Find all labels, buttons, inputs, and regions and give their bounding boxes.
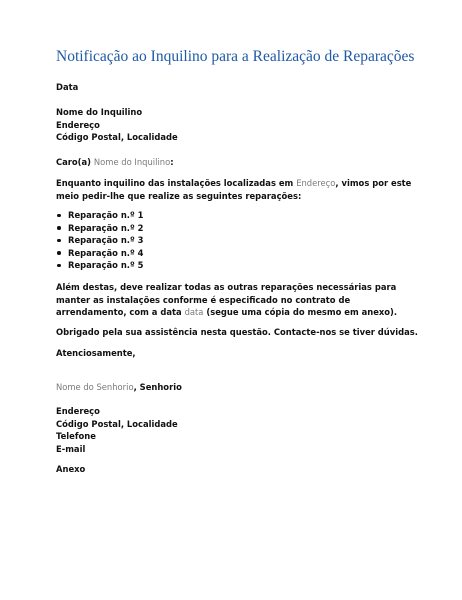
landlord-name-placeholder: Nome do Senhorio: [56, 382, 134, 392]
intro-address-placeholder: Endereço: [296, 178, 336, 188]
landlord-phone: Telefone: [56, 431, 96, 442]
landlord-address: Endereço: [56, 406, 100, 416]
list-item: Reparação n.º 5: [56, 259, 420, 272]
tenant-postal: Código Postal, Localidade: [56, 132, 178, 143]
additional-repairs-paragraph: [56, 281, 420, 319]
list-item: Reparação n.º 4: [56, 247, 420, 260]
document-title: Notificação ao Inquilino para a Realização de Reparações: [56, 48, 415, 65]
date-line: Data: [56, 82, 79, 92]
closing: Atenciosamente,: [56, 348, 136, 358]
landlord-contact-block: [56, 405, 420, 455]
salutation-placeholder: Nome do Inquilino: [93, 157, 171, 167]
list-item: Reparação n.º 3: [56, 234, 420, 247]
landlord-role: , Senhorio: [133, 382, 182, 392]
paragraph2-text-before: Além destas, deve realizar todas as outras reparações necessárias para manter as instalações conforme é especificado no contrato de arrendamento, com a data: [56, 282, 397, 318]
salutation: [56, 156, 420, 169]
landlord-signature-line: [56, 381, 420, 394]
list-item: Reparação n.º 1: [56, 209, 420, 222]
tenant-address-block: [56, 106, 420, 144]
list-item: Reparação n.º 2: [56, 222, 420, 235]
intro-text-after: , vimos por este meio pedir-lhe que realize as seguintes reparações:: [56, 178, 412, 201]
repairs-list: [56, 209, 420, 272]
paragraph2-text-after: (segue uma cópia do mesmo em anexo).: [206, 307, 398, 318]
salutation-prefix: Caro(a): [56, 157, 91, 167]
tenant-address: Endereço: [56, 119, 100, 130]
intro-paragraph: [56, 177, 420, 202]
landlord-email: E-mail: [56, 443, 86, 454]
tenant-name: Nome do Inquilino: [56, 107, 143, 117]
thanks-paragraph: Obrigado pela sua assistência nesta questão. Contacte-nos se tiver dúvidas.: [56, 327, 418, 337]
contract-date-placeholder: data: [184, 307, 204, 318]
attachment-label: Anexo: [56, 464, 86, 474]
salutation-suffix: :: [170, 157, 174, 167]
repairs-list-block: [56, 209, 420, 272]
intro-text-before: Enquanto inquilino das instalações localizadas em: [56, 178, 294, 188]
landlord-postal: Código Postal, Localidade: [56, 418, 178, 429]
